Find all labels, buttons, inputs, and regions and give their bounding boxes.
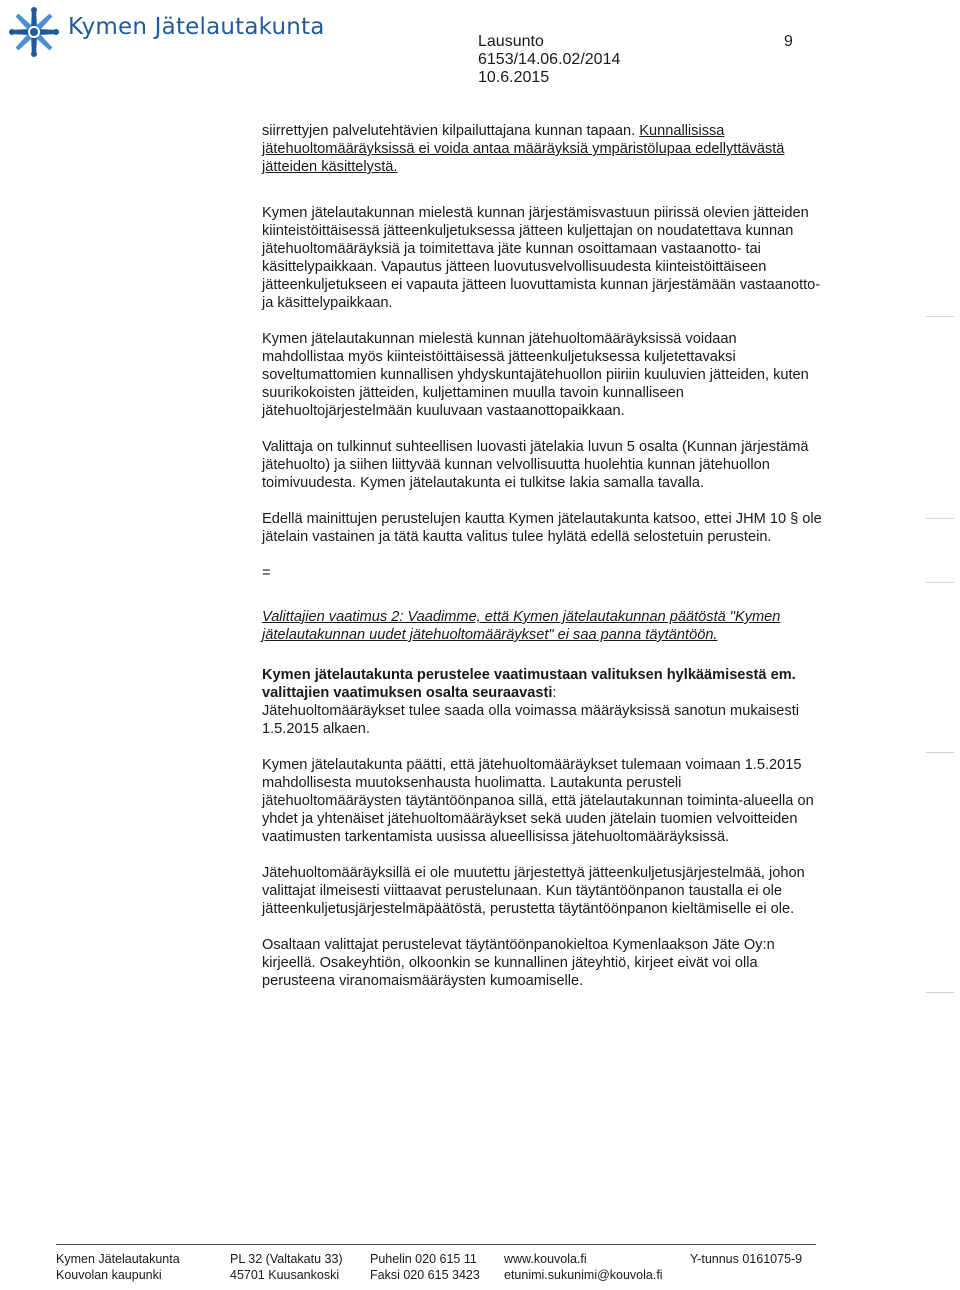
page-footer [56, 1244, 816, 1282]
footer-business-id [690, 1251, 802, 1267]
text-run: : [552, 685, 557, 701]
paragraph: Kymen jätelautakunnan mielestä kunnan järjestämisvastuun piirissä olevien jätteiden kiinteistöittäisessä jätteenkuljetuksessa jätteen kuljettajan on noudatettava kunnan jätehuoltomääräyksiä ja toimitettava jäte kunnan osoittamaan vastaanotto- tai käsittelypaikkaan. Vapautus jätteen luovutusvelvollisuudesta kiinteistöittäiseen jätteenkuljetukseen ei vapauta jätteen luovuttamista kunnan järjestämään vastaanotto- ja käsittelypaikkaan. [262, 205, 821, 311]
footer-text: etunimi.sukunimi@kouvola.fi [504, 1268, 663, 1282]
org-name: Kymen Jätelautakunta [68, 14, 325, 40]
footer-text: Puhelin 020 615 11 [370, 1252, 477, 1266]
scan-margin-mark [926, 992, 954, 993]
document-date: 10.6.2015 [478, 69, 550, 86]
footer-text: www.kouvola.fi [504, 1252, 587, 1266]
footer-organization [56, 1251, 180, 1283]
footer-web [504, 1251, 663, 1283]
document-type: Lausunto [478, 33, 544, 50]
snowflake-logo-icon [8, 6, 60, 58]
paragraph: Valittaja on tulkinnut suhteellisen luovasti jätelakia luvun 5 osalta (Kunnan järjestämä jätehuolto) ja siihen liittyvää kunnan velvollisuutta huolehtia kunnan jätehuollon toimivuudesta. Kymen jätelautakunta ei tulkitse lakia samalla tavalla. [262, 439, 809, 491]
document-meta [478, 33, 620, 87]
footer-text: Kymen Jätelautakunta [56, 1252, 180, 1266]
paragraph [262, 666, 822, 738]
scan-margin-mark [926, 752, 954, 753]
underlined-text: Kunnallisissa jätehuoltomääräyksissä ei voida antaa määräyksiä ympäristölupaa edellyttävästä jätteiden käsittelystä. [262, 123, 785, 175]
paragraph: Kymen jätelautakunta päätti, että jätehuoltomääräykset tulemaan voimaan 1.5.2015 mahdollisesta muutoksenhausta huolimatta. Lautakunta perusteli jätehuoltomääräysten täytäntöönpanoa sillä, että jätelautakunnan toiminta-alueella on yhdet ja yhtenäiset jätehuoltomääräykset sekä uuden jätelain tuomien velvoitteiden vaatimusten tarkentamista uusissa alueellisissa jätehuoltomääräyksissä. [262, 757, 814, 845]
paragraph: Kymen jätelautakunnan mielestä kunnan jätehuoltomääräyksissä voidaan mahdollistaa myös kiinteistöittäisessä jätteenkuljetuksessa kuljetettavaksi soveltumattomien kunnallisen yhdyskuntajätehuollon piiriin kuuluvien jätteiden, kuten suurikokoisten jätteiden, kuljettaminen muulla tavoin kunnalliseen jätehuoltojärjestelmään kuuluvaan vastaanottopaikkaan. [262, 331, 809, 419]
footer-phone [370, 1251, 480, 1283]
footer-address [230, 1251, 343, 1283]
bold-heading: Kymen jätelautakunta perustelee vaatimustaan valituksen hylkäämisestä em. valittajien vaatimuksen osalta seuraavasti [262, 667, 796, 701]
paragraph: Edellä mainittujen perustelujen kautta Kymen jätelautakunta katsoo, ettei JHM 10 § ole jätelain vastainen ja tätä kautta valitus tulee hylätä edellä selostetuin perustein. [262, 511, 822, 545]
page-number: 9 [784, 33, 793, 50]
footer-text: Faksi 020 615 3423 [370, 1268, 480, 1282]
paragraph: Osaltaan valittajat perustelevat täytäntöönpanokieltoa Kymenlaakson Jäte Oy:n kirjeellä. Osakeyhtiön, olkoonkin se kunnallinen jäteyhtiö, kirjeet eivät voi olla perusteena viranomaismääräysten kumoamiselle. [262, 937, 775, 989]
paragraph: Jätehuoltomääräyksillä ei ole muutettu järjestettyä jätteenkuljetusjärjestelmää, johon valittajat ilmeisesti viittaavat perustelunaan. Kun täytäntöönpanon taustalla ei ole jätteenkuljetusjärjestelmäpäätöstä, perustetta täytäntöönpanon kieltämiselle ei ole. [262, 865, 805, 917]
scan-margin-mark [926, 316, 954, 317]
separator-mark: = [262, 565, 271, 581]
footer-text: 45701 Kuusankoski [230, 1268, 340, 1282]
text-run: Jätehuoltomääräykset tulee saada olla voimassa määräyksissä sanotun mukaisesti 1.5.2015 alkaen. [262, 703, 799, 737]
appeal-heading: Valittajien vaatimus 2: Vaadimme, että Kymen jätelautakunnan päätöstä "Kymen jätelautakunnan uudet jätehuoltomääräykset" ei saa panna täytäntöön. [262, 609, 781, 643]
reference-number: 6153/14.06.02/2014 [478, 51, 621, 68]
scan-margin-mark [926, 582, 954, 583]
footer-text: Kouvolan kaupunki [56, 1268, 162, 1282]
text-run: siirrettyjen palvelutehtävien kilpailuttajana kunnan tapaan. [262, 123, 640, 139]
document-body [262, 122, 822, 1008]
paragraph [262, 122, 822, 176]
footer-text: Y-tunnus 0161075-9 [690, 1252, 803, 1266]
footer-text: PL 32 (Valtakatu 33) [230, 1252, 343, 1266]
scan-margin-mark [926, 518, 954, 519]
